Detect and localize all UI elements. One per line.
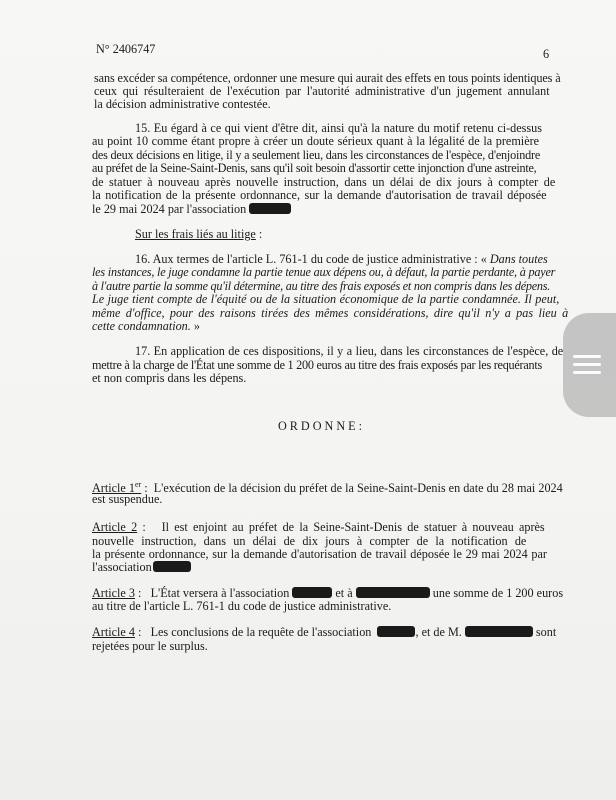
- paragraph-text: le 29 mai 2024 par l'association: [92, 202, 247, 216]
- article-1-line: est suspendue.: [92, 492, 163, 506]
- paragraph-line: [92, 202, 291, 216]
- article-2-line: Article 2 : Il est enjoint au préfet de la Seine-Saint-Denis de statuer à nouveau après: [92, 520, 545, 534]
- paragraph-line: la notification de la présente ordonnance, sur la demande d'autorisation de travail déposée: [92, 188, 547, 202]
- redaction-block: [377, 626, 415, 637]
- section-heading: Sur les frais liés au litige :: [135, 227, 263, 241]
- scroll-handle[interactable]: [563, 313, 616, 417]
- paragraph-line: sans excéder sa compétence, ordonner une mesure qui aurait des effets en tous points identiques à: [94, 71, 561, 85]
- quote-line: même d'office, pour des raisons tirées des mêmes considérations, dire qu'il n'y a pas lieu à: [92, 306, 569, 320]
- article-2-line: la présente ordonnance, sur la demande d'autorisation de travail déposée le 29 mai 2024 par: [92, 547, 547, 561]
- redaction-block: [249, 203, 291, 214]
- redaction-block: [465, 626, 533, 637]
- article-3-line: au titre de l'article L. 761-1 du code de justice administrative.: [92, 599, 392, 613]
- paragraph-line: des deux décisions en litige, il y a seulement lieu, dans les circonstances de l'espèce, d'enjoindre: [92, 148, 541, 162]
- paragraph-line: et non compris dans les dépens.: [92, 371, 247, 385]
- quote-line: cette condamnation. »: [92, 319, 200, 333]
- paragraph-line: au point 10 comme étant propre à créer un doute sérieux quant à la légalité de la première: [92, 134, 540, 148]
- quote-line: les instances, le juge condamne la partie tenue aux dépens ou, à défaut, la partie perdante, à payer: [92, 265, 556, 279]
- redaction-block: [292, 587, 332, 598]
- article-2-label: Article 2: [92, 520, 138, 534]
- redaction-block: [153, 561, 191, 572]
- article-4-line: rejetées pour le surplus.: [92, 639, 208, 653]
- article-2-line: l'association: [92, 560, 191, 574]
- paragraph-line: ceux qui résulteraient de l'exécution par l'autorité administrative d'un jugement annulant: [94, 84, 550, 98]
- paragraph-line: au préfet de la Seine-Saint-Denis, sans qu'il soit besoin d'assortir cette injonction d'une astreinte,: [92, 161, 537, 175]
- paragraph-line: 16. Aux termes de l'article L. 761-1 du code de justice administrative : « Dans toutes: [135, 252, 548, 266]
- article-1-label: Article 1er: [92, 480, 142, 495]
- ordonne-heading: ORDONNE:: [278, 419, 365, 433]
- paragraph-line: 15. Eu égard à ce qui vient d'être dit, ainsi qu'à la nature du motif retenu ci-dessus: [135, 121, 543, 135]
- page-number: 6: [543, 47, 550, 61]
- quote-line: Le juge tient compte de l'équité ou de la situation économique de la partie condamnée. Il peut,: [92, 292, 560, 306]
- article-3-line: Article 3 : L'État versera à l'association et à une somme de 1 200 euros: [92, 586, 564, 600]
- article-3-label: Article 3: [92, 586, 135, 600]
- paragraph-line: mettre à la charge de l'État une somme de 1 200 euros au titre des frais exposés par les requérants: [92, 358, 542, 372]
- paragraph-line: de statuer à nouveau après nouvelle instruction, dans un délai de dix jours à compter de: [92, 175, 556, 189]
- article-4-label: Article 4: [92, 625, 135, 639]
- case-number: N° 2406747: [96, 42, 156, 56]
- redaction-block: [356, 587, 430, 598]
- quote-line: à l'autre partie la somme qu'il détermine, au titre des frais exposés et non compris dans les dépens.: [92, 279, 551, 293]
- paragraph-line: la décision administrative contestée.: [94, 97, 271, 111]
- paragraph-line: 17. En application de ces dispositions, il y a lieu, dans les circonstances de l'espèce, de: [135, 344, 564, 358]
- article-4-line: Article 4 : Les conclusions de la requête de l'association , et de M. sont: [92, 625, 557, 639]
- article-2-line: nouvelle instruction, dans un délai de dix jours à compter de la notification de: [92, 534, 527, 548]
- article-1-line: Article 1er : L'exécution de la décision du préfet de la Seine-Saint-Denis en date du 28 mai 2024: [92, 480, 563, 495]
